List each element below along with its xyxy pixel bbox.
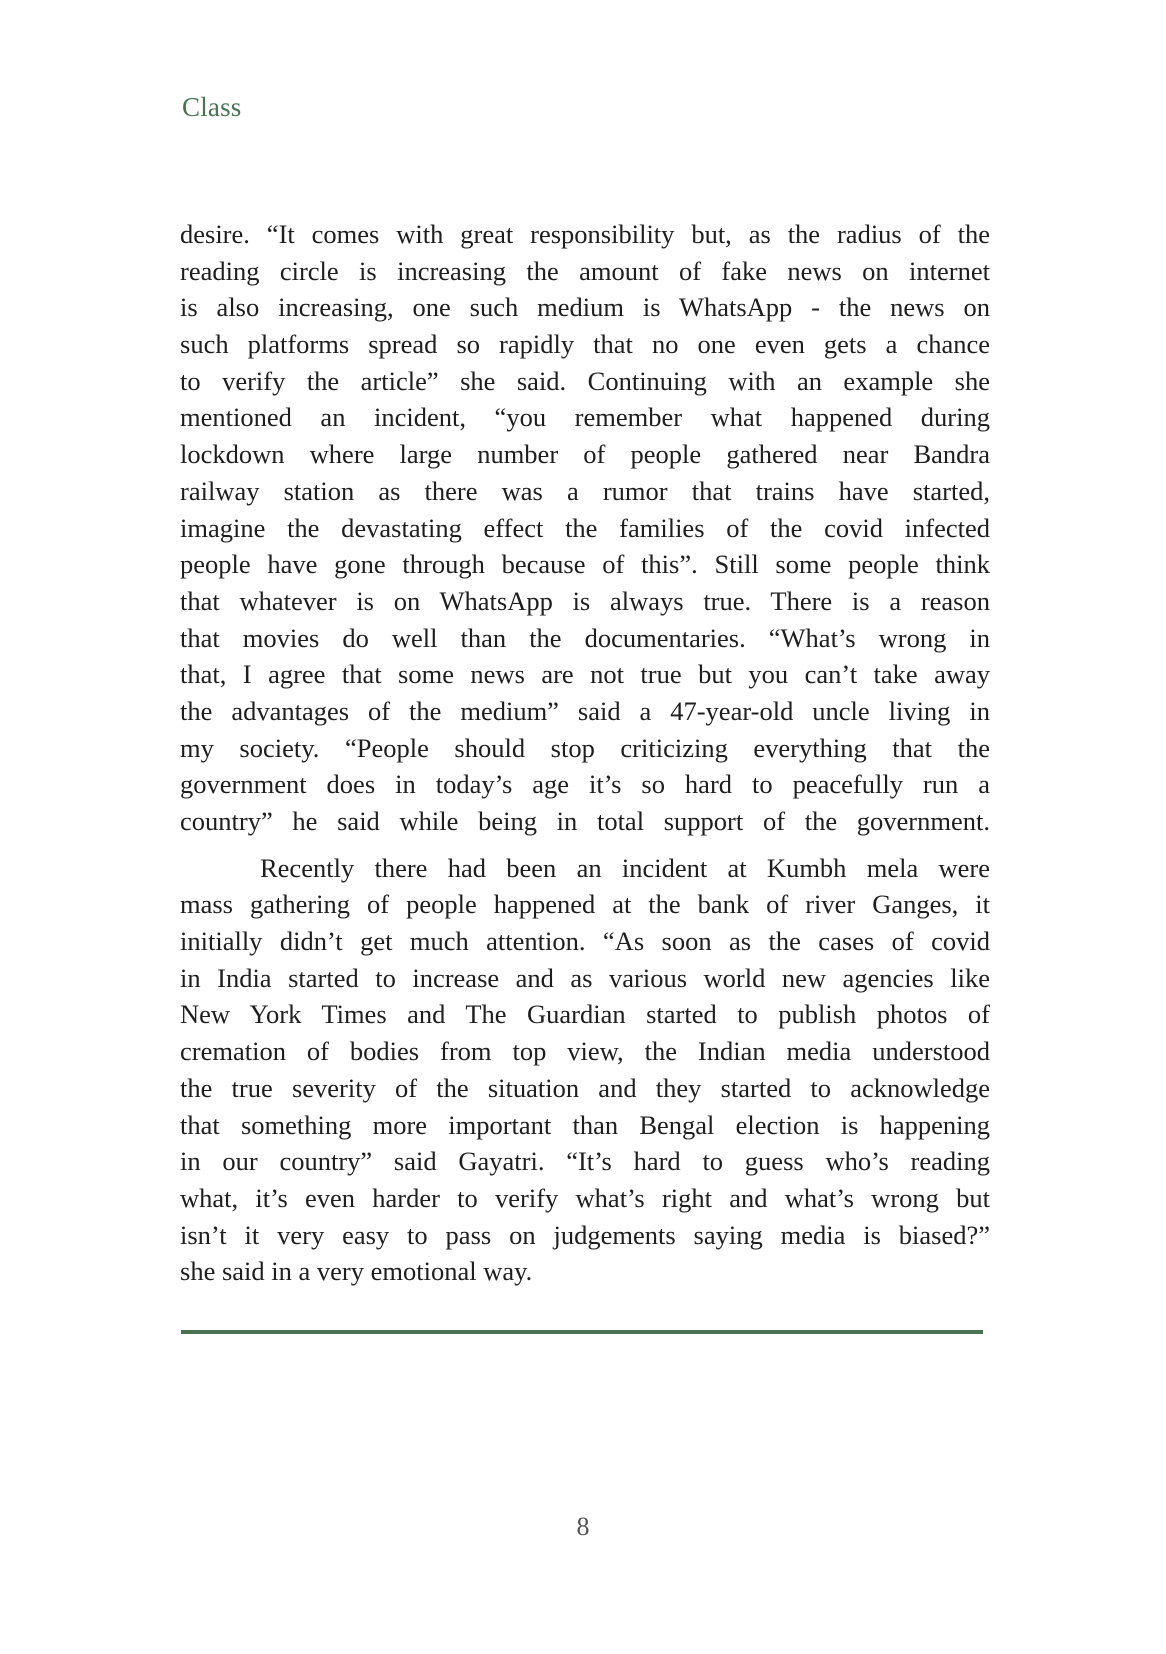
text-line: mentioned an incident, “you remember what happened during — [180, 402, 990, 433]
text-line: reading circle is increasing the amount of fake news on internet — [180, 255, 990, 286]
text-line: government does in today’s age it’s so hard to peacefully run a — [180, 769, 990, 800]
text-line: New York Times and The Guardian started to publish photos of — [180, 999, 990, 1030]
text-line: mass gathering of people happened at the bank of river Ganges, it — [180, 889, 990, 920]
text-line: cremation of bodies from top view, the Indian media understood — [180, 1036, 990, 1067]
text-line: to verify the article” she said. Continuing with an example she — [180, 365, 990, 396]
text-line: desire. “It comes with great responsibility but, as the radius of the — [180, 219, 990, 249]
section-divider-rule — [181, 1330, 983, 1334]
page-number: 8 — [576, 1512, 590, 1541]
text-line: initially didn’t get much attention. “As soon as the cases of covid — [180, 926, 990, 957]
text-line: in our country” said Gayatri. “It’s hard to guess who’s reading — [180, 1146, 990, 1177]
running-header-title: Class — [182, 92, 242, 122]
text-line: lockdown where large number of people gathered near Bandra — [180, 439, 990, 470]
text-line: she said in a very emotional way. — [180, 1256, 533, 1287]
article-body — [180, 216, 990, 1290]
text-line: in India started to increase and as various world new agencies like — [180, 962, 990, 993]
text-line: what, it’s even harder to verify what’s right and what’s wrong but — [180, 1182, 990, 1213]
paragraph-1 — [180, 216, 990, 840]
text-line: people have gone through because of this”. Still some people think — [180, 549, 990, 580]
text-line: such platforms spread so rapidly that no one even gets a chance — [180, 329, 990, 360]
paragraph-2 — [180, 850, 990, 1290]
text-line: my society. “People should stop criticizing everything that the — [180, 732, 990, 763]
paragraph-spacing — [180, 840, 990, 850]
text-line: railway station as there was a rumor that trains have started, — [180, 475, 990, 506]
text-line: the true severity of the situation and they started to acknowledge — [180, 1072, 990, 1103]
text-line: the advantages of the medium” said a 47-year-old uncle living in — [180, 695, 990, 726]
text-line: that movies do well than the documentaries. “What’s wrong in — [180, 622, 990, 653]
text-line: isn’t it very easy to pass on judgements saying media is biased?” — [180, 1219, 990, 1250]
text-line: that something more important than Bengal election is happening — [180, 1109, 990, 1140]
text-line: imagine the devastating effect the families of the covid infected — [180, 512, 990, 543]
text-line: is also increasing, one such medium is WhatsApp - the news on — [180, 292, 990, 323]
text-line: country” he said while being in total support of the government. — [180, 806, 990, 836]
text-line: that whatever is on WhatsApp is always true. There is a reason — [180, 585, 990, 616]
text-line: that, I agree that some news are not true but you can’t take away — [180, 659, 990, 690]
text-line: Recently there had been an incident at Kumbh mela were — [260, 852, 990, 883]
